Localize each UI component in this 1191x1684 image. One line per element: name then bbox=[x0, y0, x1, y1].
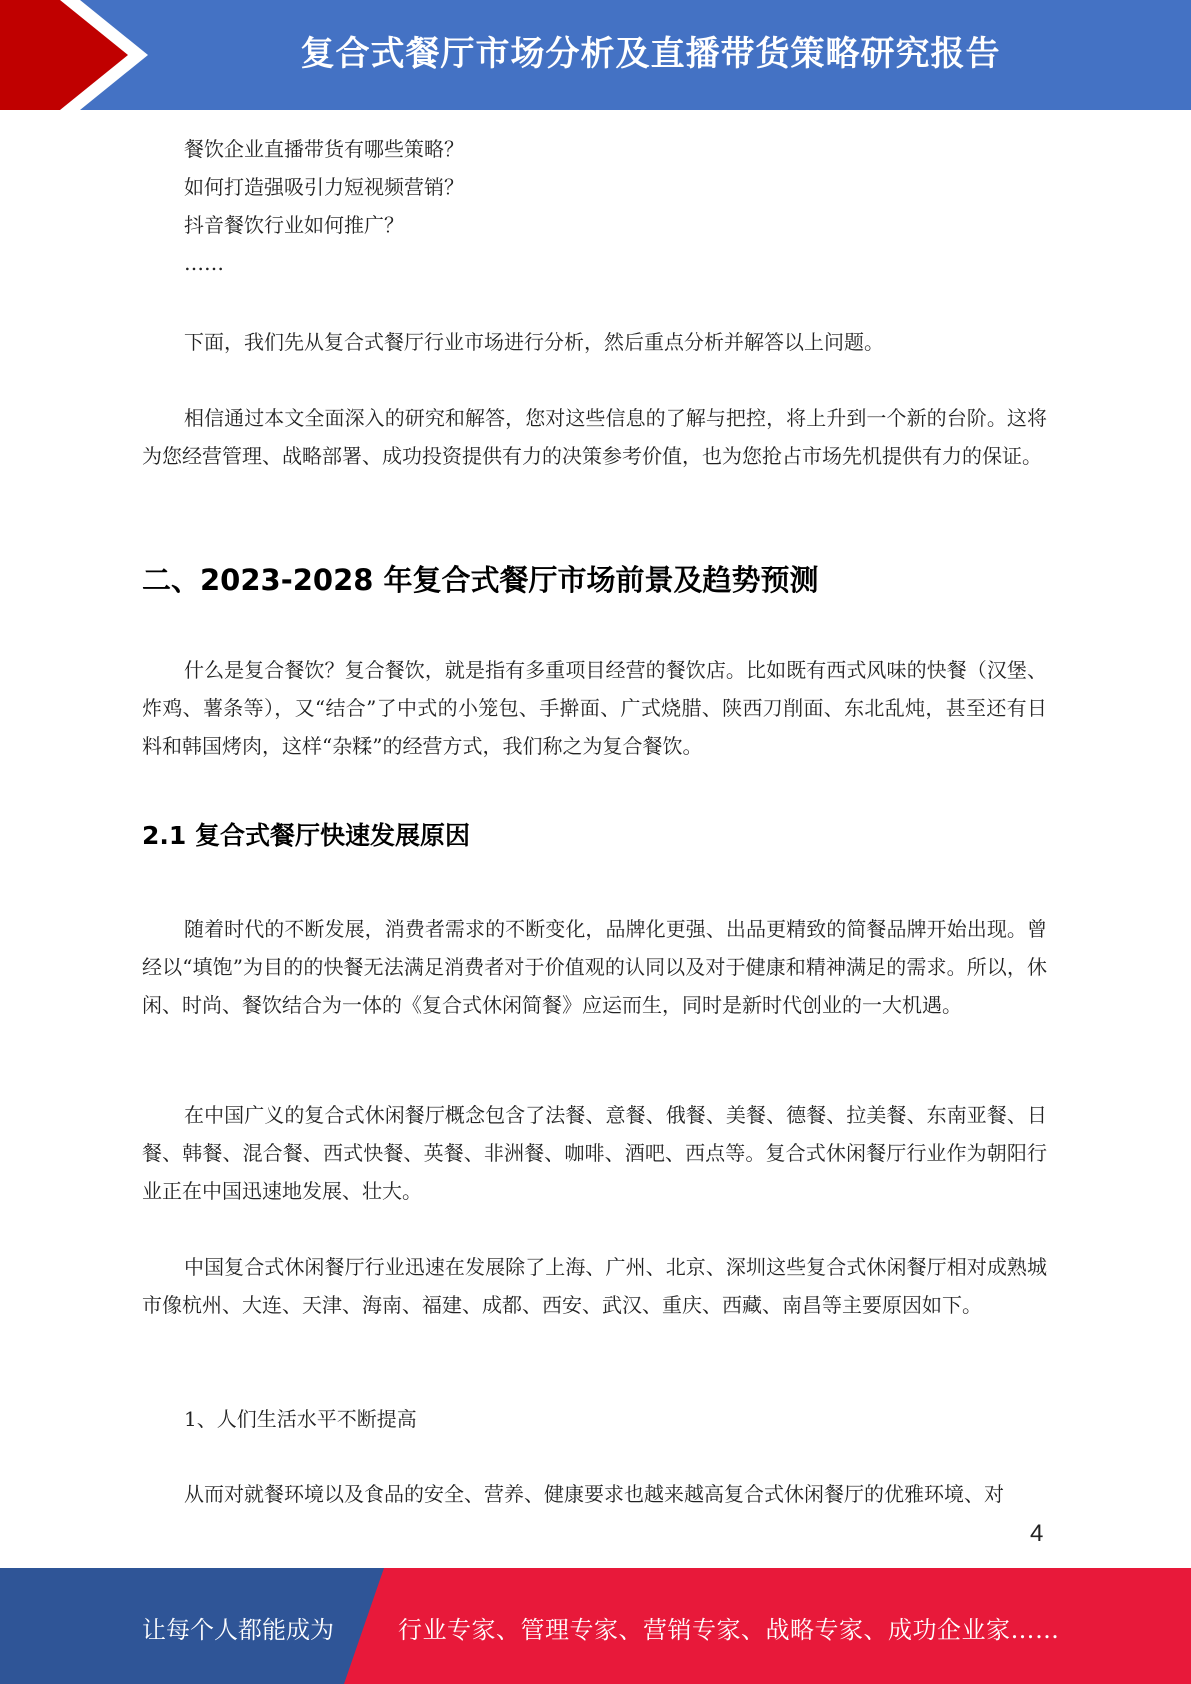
list-item-living-standard: 1、人们生活水平不断提高 bbox=[184, 1407, 417, 1431]
intro-question: 餐饮企业直播带货有哪些策略？ bbox=[184, 137, 464, 161]
intro-question: 抖音餐饮行业如何推广？ bbox=[184, 213, 404, 237]
page-header bbox=[0, 0, 1191, 110]
intro-ellipsis: …… bbox=[184, 251, 224, 275]
paragraph-definition: 什么是复合餐饮？复合餐饮，就是指有多重项目经营的餐饮店。比如既有西式风味的快餐（汉堡、炸鸡、薯条等），又“结合”了中式的小笼包、手擀面、广式烧腊、陕西刀削面、东北乱炖，甚至还有日料和韩国烤肉，这样“杂糅”的经营方式，我们称之为复合餐饮。 bbox=[142, 658, 1047, 758]
paragraph-concept: 在中国广义的复合式休闲餐厅概念包含了法餐、意餐、俄餐、美餐、德餐、拉美餐、东南亚餐、日餐、韩餐、混合餐、西式快餐、英餐、非洲餐、咖啡、酒吧、西点等。复合式休闲餐厅行业作为朝阳行业正在中国迅速地发展、壮大。 bbox=[142, 1103, 1047, 1203]
intro-question: 如何打造强吸引力短视频营销？ bbox=[184, 175, 464, 199]
paragraph-value: 相信通过本文全面深入的研究和解答，您对这些信息的了解与把控，将上升到一个新的台阶。这将为您经营管理、战略部署、成功投资提供有力的决策参考价值，也为您抢占市场先机提供有力的保证。 bbox=[142, 406, 1047, 468]
paragraph-development: 随着时代的不断发展，消费者需求的不断变化，品牌化更强、出品更精致的简餐品牌开始出现。曾经以“填饱”为目的的快餐无法满足消费者对于价值观的认同以及对于健康和精神满足的需求。所以，休闲、时尚、餐饮结合为一体的《复合式休闲简餐》应运而生，同时是新时代创业的一大机遇。 bbox=[142, 917, 1047, 1017]
page-number: 4 bbox=[1030, 1520, 1044, 1547]
subsection-heading: 2.1 复合式餐厅快速发展原因 bbox=[142, 821, 470, 850]
page-footer bbox=[0, 1568, 1191, 1684]
footer-slogan-left: 让每个人都能成为 bbox=[142, 1616, 334, 1644]
paragraph-cities: 中国复合式休闲餐厅行业迅速在发展除了上海、广州、北京、深圳这些复合式休闲餐厅相对成熟城市像杭州、大连、天津、海南、福建、成都、西安、武汉、重庆、西藏、南昌等主要原因如下。 bbox=[142, 1255, 1047, 1317]
paragraph-next-steps: 下面，我们先从复合式餐厅行业市场进行分析，然后重点分析并解答以上问题。 bbox=[184, 330, 884, 354]
report-title: 复合式餐厅市场分析及直播带货策略研究报告 bbox=[300, 34, 1001, 74]
section-heading: 二、2023-2028 年复合式餐厅市场前景及趋势预测 bbox=[142, 563, 819, 597]
intro-question-list bbox=[142, 130, 1047, 282]
footer-slogan-right: 行业专家、管理专家、营销专家、战略专家、成功企业家…… bbox=[398, 1616, 1060, 1644]
paragraph-environment: 从而对就餐环境以及食品的安全、营养、健康要求也越来越高复合式休闲餐厅的优雅环境、对 bbox=[184, 1482, 1004, 1506]
